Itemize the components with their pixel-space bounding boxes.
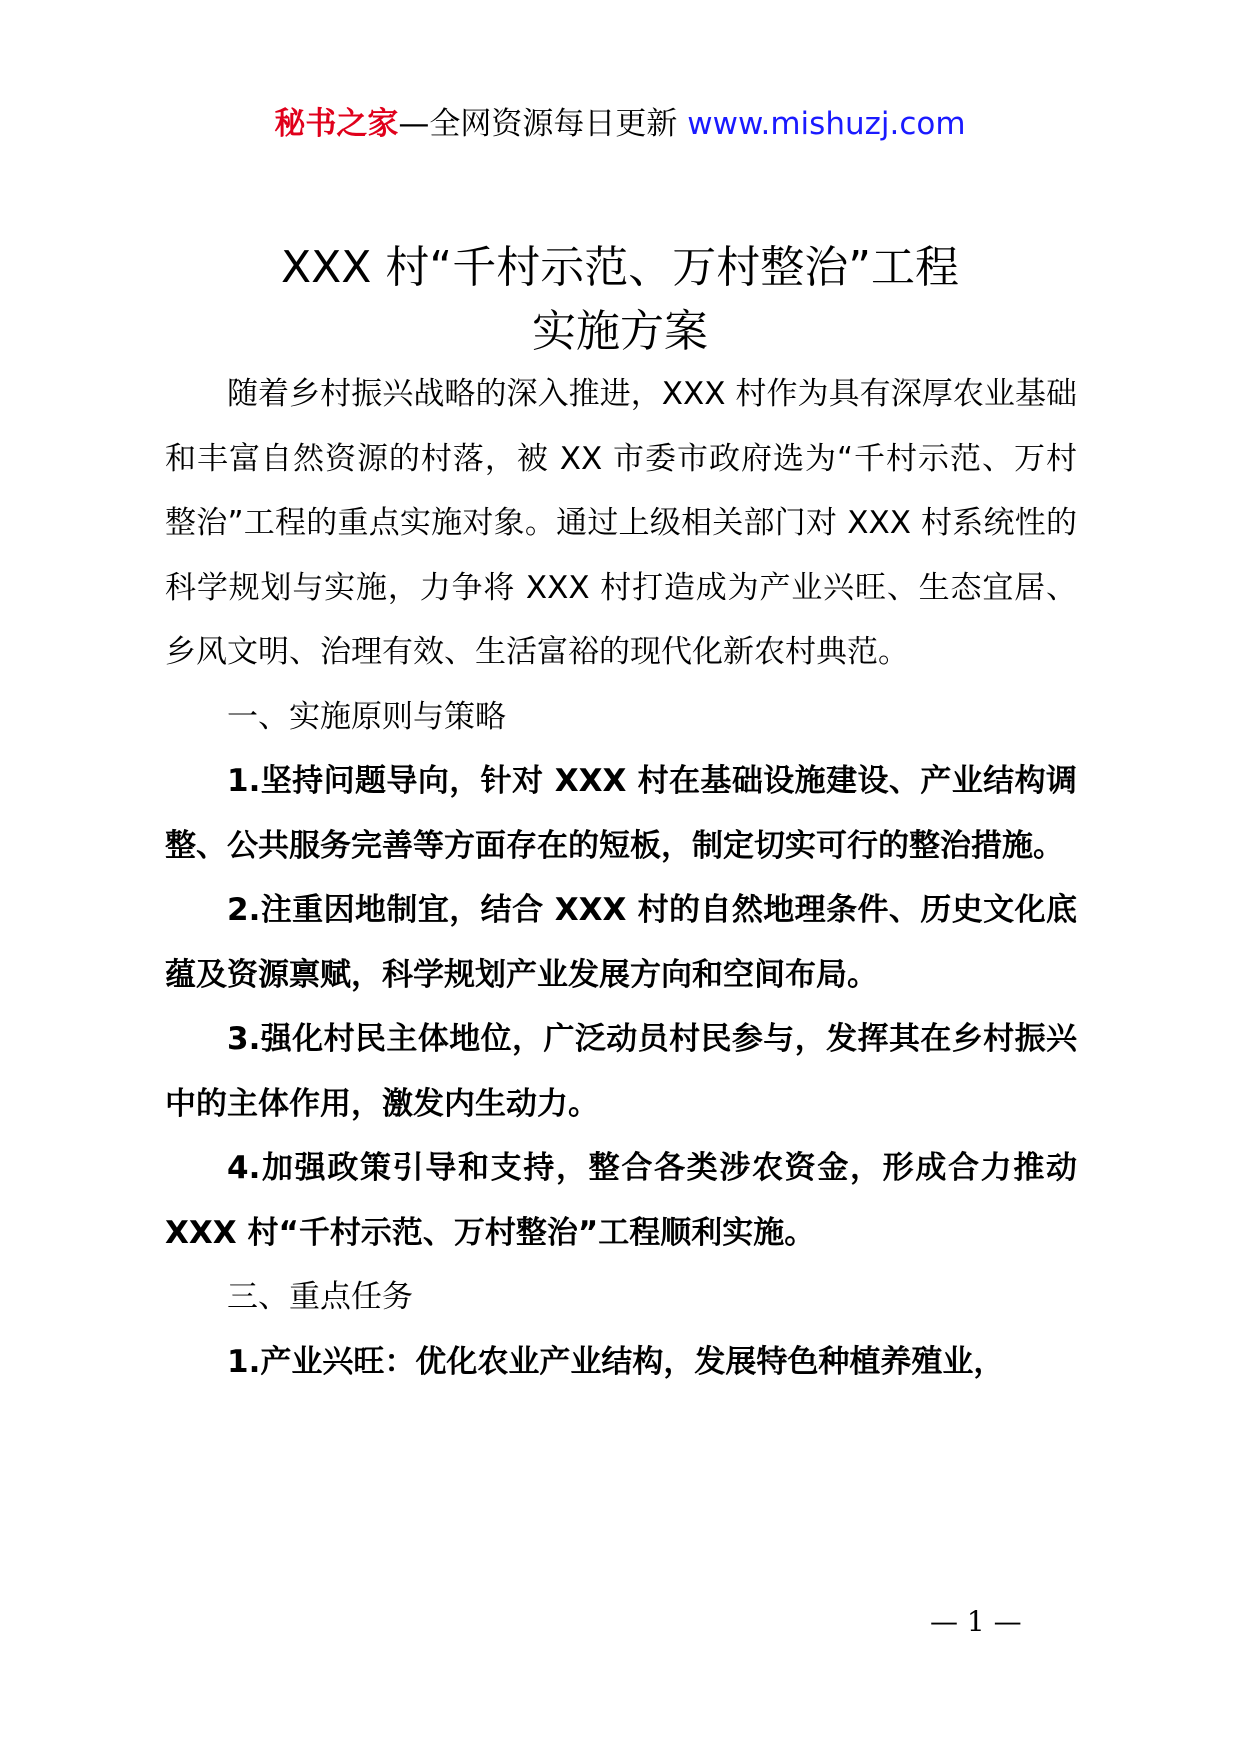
document-title-line-1: XXX 村“千村示范、万村整治”工程: [280, 242, 959, 293]
site-tagline: —全网资源每日更新: [398, 106, 678, 142]
intro-paragraph: 随着乡村振兴战略的深入推进，XXX 村作为具有深厚农业基础和丰富自然资源的村落，被 XX 市委市政府选为“千村示范、万村整治”工程的重点实施对象。通过上级相关部门对 XXX 村系统性的科学规划与实施，力争将 XXX 村打造成为产业兴旺、生态宜居、乡风文明、治理有效、生活富裕的现代化新农村典范。: [165, 376, 1077, 670]
section-heading-key-tasks: 三、重点任务: [227, 1279, 413, 1315]
section-heading-principles: 一、实施原则与策略: [227, 698, 506, 735]
document-body: [165, 362, 1077, 1394]
principle-item-1: 1.坚持问题导向，针对 XXX 村在基础设施建设、产业结构调整、公共服务完善等方面存在的短板，制定切实可行的整治措施。: [165, 763, 1077, 864]
site-brand: 秘书之家: [274, 106, 399, 142]
task-item-1: 1.产业兴旺：优化农业产业结构，发展特色种植养殖业，: [227, 1343, 1005, 1380]
site-url-link[interactable]: www.mishuzj.com: [687, 106, 966, 142]
document-title-line-2: 实施方案: [532, 306, 708, 357]
page-number: — 1 —: [930, 1605, 1022, 1638]
principle-item-4: 4.加强政策引导和支持，整合各类涉农资金，形成合力推动 XXX 村“千村示范、万村整治”工程顺利实施。: [165, 1150, 1077, 1251]
principle-item-2: 2.注重因地制宜，结合 XXX 村的自然地理条件、历史文化底蕴及资源禀赋，科学规划产业发展方向和空间布局。: [165, 892, 1077, 993]
principle-item-3: 3.强化村民主体地位，广泛动员村民参与，发挥其在乡村振兴中的主体作用，激发内生动力。: [165, 1021, 1077, 1122]
site-header: [0, 104, 1240, 144]
